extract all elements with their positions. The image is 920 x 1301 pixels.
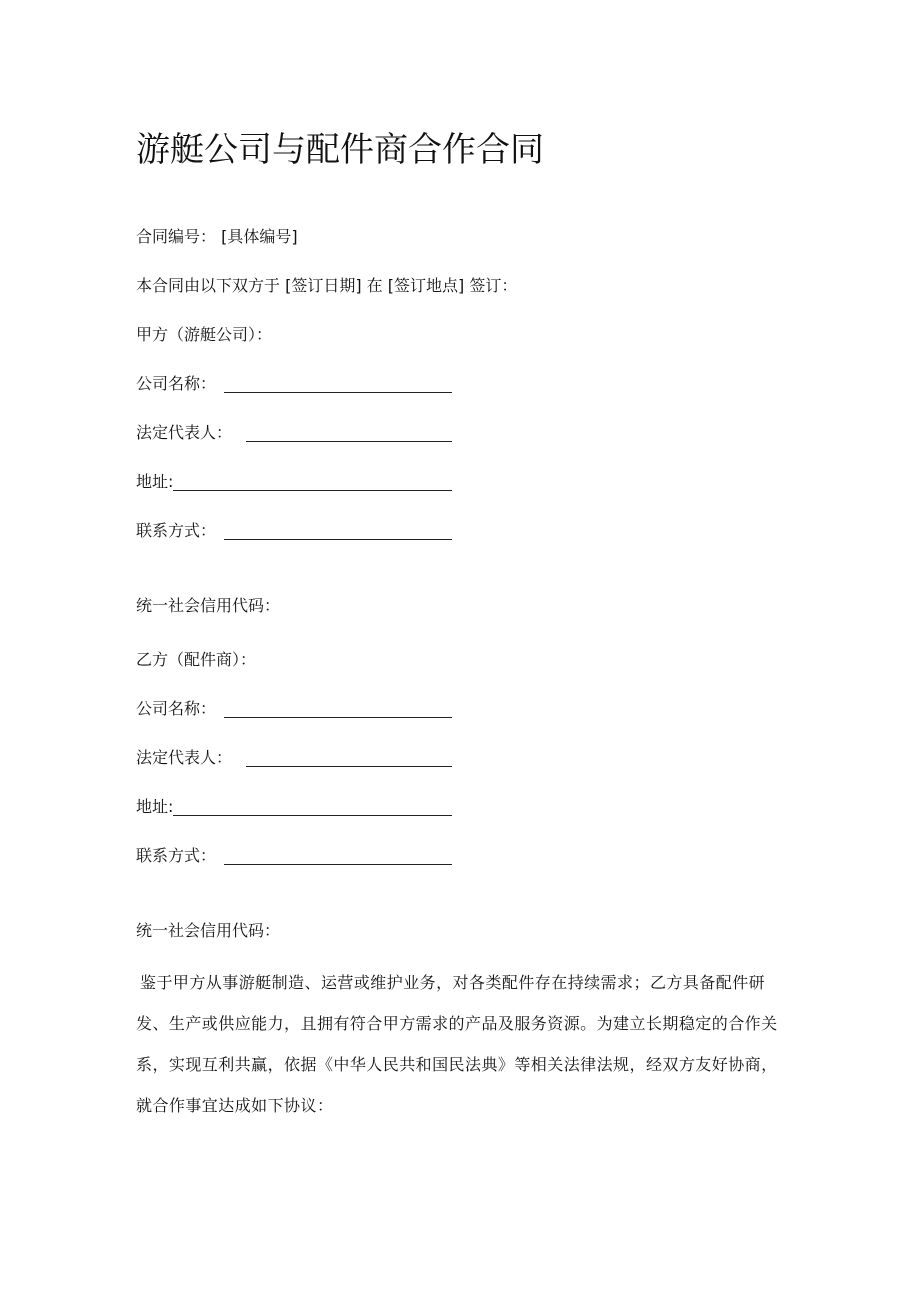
party-b-address-label: 地址:: [136, 797, 174, 816]
party-a-address-label: 地址:: [136, 472, 174, 491]
party-b-contact-label: 联系方式：: [136, 846, 217, 865]
preamble-paragraph: 鉴于甲方从事游艇制造、运营或维护业务，对各类配件存在持续需求；乙方具备配件研发、生产或供应能力，且拥有符合甲方需求的产品及服务资源。为建立长期稳定的合作关系，实现互利共赢，依据《中华人民共和国民法典》等相关法律法规，经双方友好协商，就合作事宜达成如下协议：: [136, 973, 778, 1115]
party-a-legal-rep-label: 法定代表人：: [136, 423, 233, 442]
party-b-address-blank: [173, 797, 452, 816]
party-a-address-field: [136, 471, 452, 493]
party-b-heading: 乙方（配件商）：: [136, 650, 257, 669]
party-a-credit-code: 统一社会信用代码：: [136, 596, 281, 615]
party-a-heading: 甲方（游艇公司）：: [136, 325, 273, 344]
party-a-contact-field: [136, 520, 452, 542]
contract-number: 合同编号： [具体编号]: [136, 227, 298, 246]
party-a-contact-label: 联系方式：: [136, 521, 217, 540]
party-b-contact-blank: [224, 846, 452, 865]
party-b-credit-code: 统一社会信用代码：: [136, 921, 281, 940]
party-b-contact-field: [136, 845, 452, 867]
party-a-address-blank: [173, 472, 452, 491]
party-b-legal-rep-label: 法定代表人：: [136, 748, 233, 767]
party-a-company-name-label: 公司名称：: [136, 374, 217, 393]
party-b-address-field: [136, 796, 452, 818]
party-a-legal-rep-field: [136, 422, 452, 444]
contract-intro: 本合同由以下双方于 [签订日期] 在 [签订地点] 签订：: [136, 276, 518, 295]
document-title: 游艇公司与配件商合作合同: [136, 130, 544, 170]
party-b-legal-rep-field: [136, 747, 452, 769]
party-b-company-name-label: 公司名称：: [136, 699, 217, 718]
party-a-company-name-field: [136, 373, 452, 395]
party-b-company-name-blank: [224, 699, 452, 718]
party-a-company-name-blank: [224, 374, 452, 393]
party-a-contact-blank: [224, 521, 452, 540]
party-b-legal-rep-blank: [246, 748, 452, 767]
party-b-company-name-field: [136, 698, 452, 720]
party-a-legal-rep-blank: [246, 423, 452, 442]
